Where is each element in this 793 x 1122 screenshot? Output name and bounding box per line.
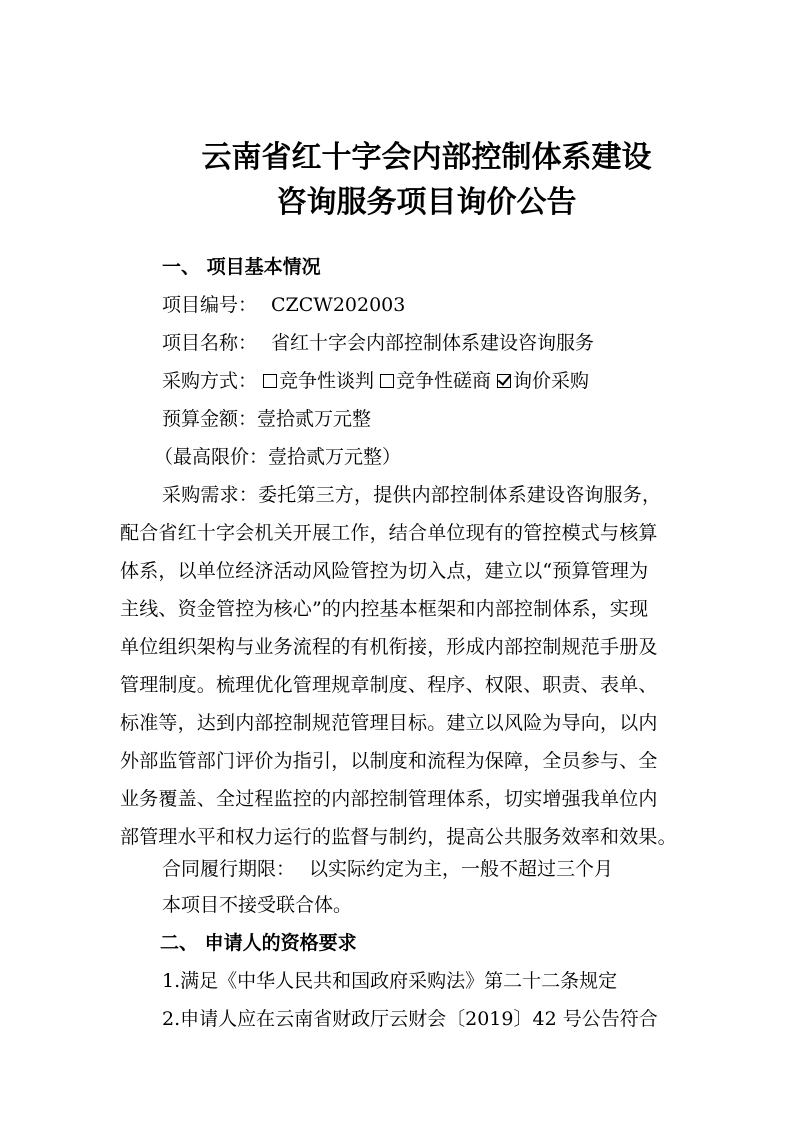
checkbox-inquiry-procurement <box>497 374 511 388</box>
qualification-item-2: 2.申请人应在云南省财政厅云财会〔2019〕42 号公告符合 <box>162 1008 658 1030</box>
project-name-row <box>162 331 594 355</box>
section-1-heading: 一、 项目基本情况 <box>162 256 321 278</box>
consortium-note: 本项目不接受联合体。 <box>162 894 353 916</box>
contract-period-label: 合同履行期限： <box>162 858 296 880</box>
max-price-row: （最高限价：壹拾贰万元整） <box>154 446 402 468</box>
option-competitive-consultation: 竞争性磋商 <box>396 370 492 392</box>
document-title-line-1: 云南省红十字会内部控制体系建设 <box>201 140 652 175</box>
option-inquiry-procurement: 询价采购 <box>513 370 590 392</box>
procurement-method-row <box>162 369 589 393</box>
requirements-line-9: 业务覆盖、全过程监控的内部控制管理体系，切实增强我单位内 <box>120 788 658 810</box>
section-2-heading: 二、 申请人的资格要求 <box>160 932 357 954</box>
project-number-row <box>162 293 405 317</box>
checkbox-competitive-negotiation <box>263 374 277 388</box>
requirements-line-6: 管理制度。梳理优化管理规章制度、程序、权限、职责、表单、 <box>120 674 658 696</box>
checkbox-competitive-consultation <box>380 374 394 388</box>
project-number-label: 项目编号： <box>162 294 258 316</box>
requirements-line-3: 体系，以单位经济活动风险管控为切入点，建立以“预算管理为 <box>120 560 649 582</box>
project-number-value: CZCW202003 <box>271 294 406 316</box>
requirements-line-10: 部管理水平和权力运行的监督与制约，提高公共服务效率和效果。 <box>120 826 677 848</box>
requirements-line-7: 标准等，达到内部控制规范管理目标。建立以风险为导向，以内 <box>120 712 658 734</box>
procurement-method-label: 采购方式： <box>162 370 258 392</box>
requirements-line-5: 单位组织架构与业务流程的有机衔接，形成内部控制规范手册及 <box>120 636 658 658</box>
budget-label: 预算金额： <box>162 408 258 430</box>
qualification-item-1: 1.满足《中华人民共和国政府采购法》第二十二条规定 <box>162 970 618 992</box>
requirements-line-1: 采购需求：委托第三方，提供内部控制体系建设咨询服务， <box>162 484 662 506</box>
project-name-value: 省红十字会内部控制体系建设咨询服务 <box>271 332 595 354</box>
project-name-label: 项目名称： <box>162 332 258 354</box>
contract-period-row <box>162 857 613 881</box>
budget-row <box>162 407 371 431</box>
contract-period-value: 以实际约定为主，一般不超过三个月 <box>309 858 614 880</box>
requirements-line-4: 主线、资金管控为核心”的内控基本框架和内部控制体系，实现 <box>120 598 649 620</box>
requirements-line-8: 外部监管部门评价为指引，以制度和流程为保障，全员参与、全 <box>120 750 658 772</box>
document-title-line-2: 咨询服务项目询价公告 <box>276 185 577 220</box>
budget-value: 壹拾贰万元整 <box>257 408 372 430</box>
requirements-line-2: 配合省红十字会机关开展工作，结合单位现有的管控模式与核算 <box>120 522 658 544</box>
option-competitive-negotiation: 竞争性谈判 <box>279 370 375 392</box>
